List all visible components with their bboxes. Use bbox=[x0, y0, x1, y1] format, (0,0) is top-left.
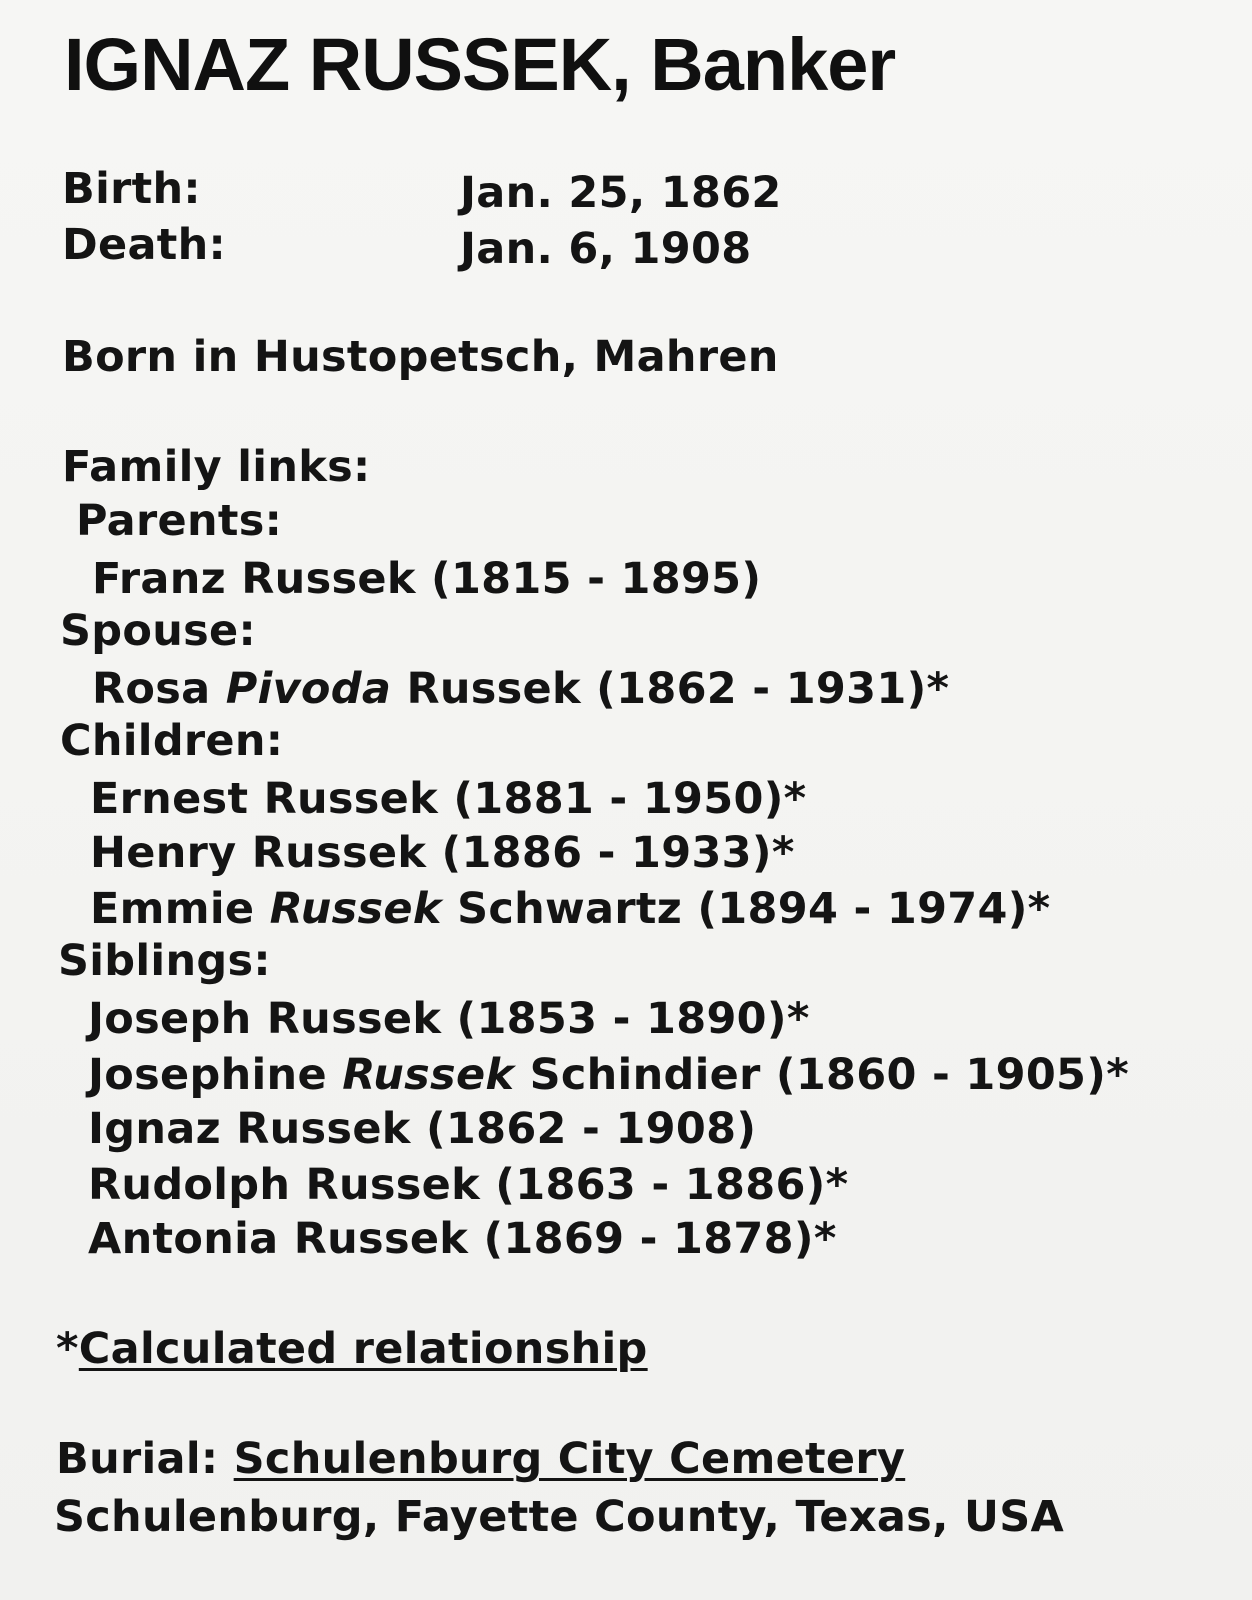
sibling-item bbox=[88, 1050, 1129, 1100]
birth-label: Birth: bbox=[62, 164, 201, 214]
parents-heading: Parents: bbox=[76, 496, 283, 546]
child-maiden-name: Russek bbox=[269, 884, 442, 934]
death-label: Death: bbox=[62, 220, 227, 270]
sibling-rest: Schindier (1860 - 1905)* bbox=[514, 1050, 1129, 1100]
footnote-text: Calculated relationship bbox=[78, 1324, 648, 1374]
spouse-first-name: Rosa bbox=[92, 664, 226, 714]
burial-location: Schulenburg, Fayette County, Texas, USA bbox=[54, 1492, 1065, 1542]
sibling-first-name: Josephine bbox=[88, 1050, 343, 1100]
child-item: Ernest Russek (1881 - 1950)* bbox=[90, 774, 807, 824]
sibling-maiden-name: Russek bbox=[342, 1050, 515, 1100]
spouse-maiden-name: Pivoda bbox=[225, 664, 392, 714]
sibling-item: Ignaz Russek (1862 - 1908) bbox=[88, 1104, 757, 1154]
children-heading: Children: bbox=[60, 716, 284, 766]
parent-item: Franz Russek (1815 - 1895) bbox=[92, 554, 762, 604]
footnote-star: * bbox=[56, 1324, 79, 1374]
birthplace: Born in Hustopetsch, Mahren bbox=[62, 332, 779, 382]
sibling-item: Rudolph Russek (1863 - 1886)* bbox=[88, 1160, 849, 1210]
birth-date: Jan. 25, 1862 bbox=[460, 168, 782, 218]
spouse-heading: Spouse: bbox=[60, 606, 256, 656]
siblings-heading: Siblings: bbox=[58, 936, 271, 986]
child-item: Henry Russek (1886 - 1933)* bbox=[90, 828, 795, 878]
page-title: IGNAZ RUSSEK, Banker bbox=[64, 23, 896, 106]
death-date: Jan. 6, 1908 bbox=[460, 224, 752, 274]
child-item bbox=[90, 884, 1051, 934]
sibling-item: Antonia Russek (1869 - 1878)* bbox=[88, 1214, 837, 1264]
sibling-item: Joseph Russek (1853 - 1890)* bbox=[88, 994, 810, 1044]
burial-line bbox=[56, 1434, 906, 1484]
spouse-item bbox=[92, 664, 950, 714]
footnote bbox=[56, 1324, 648, 1374]
cemetery-link[interactable]: Schulenburg City Cemetery bbox=[233, 1434, 906, 1484]
burial-label: Burial: bbox=[56, 1434, 234, 1484]
child-first-name: Emmie bbox=[90, 884, 270, 934]
spouse-rest: Russek (1862 - 1931)* bbox=[391, 664, 950, 714]
child-rest: Schwartz (1894 - 1974)* bbox=[441, 884, 1051, 934]
family-links-heading: Family links: bbox=[62, 442, 371, 492]
